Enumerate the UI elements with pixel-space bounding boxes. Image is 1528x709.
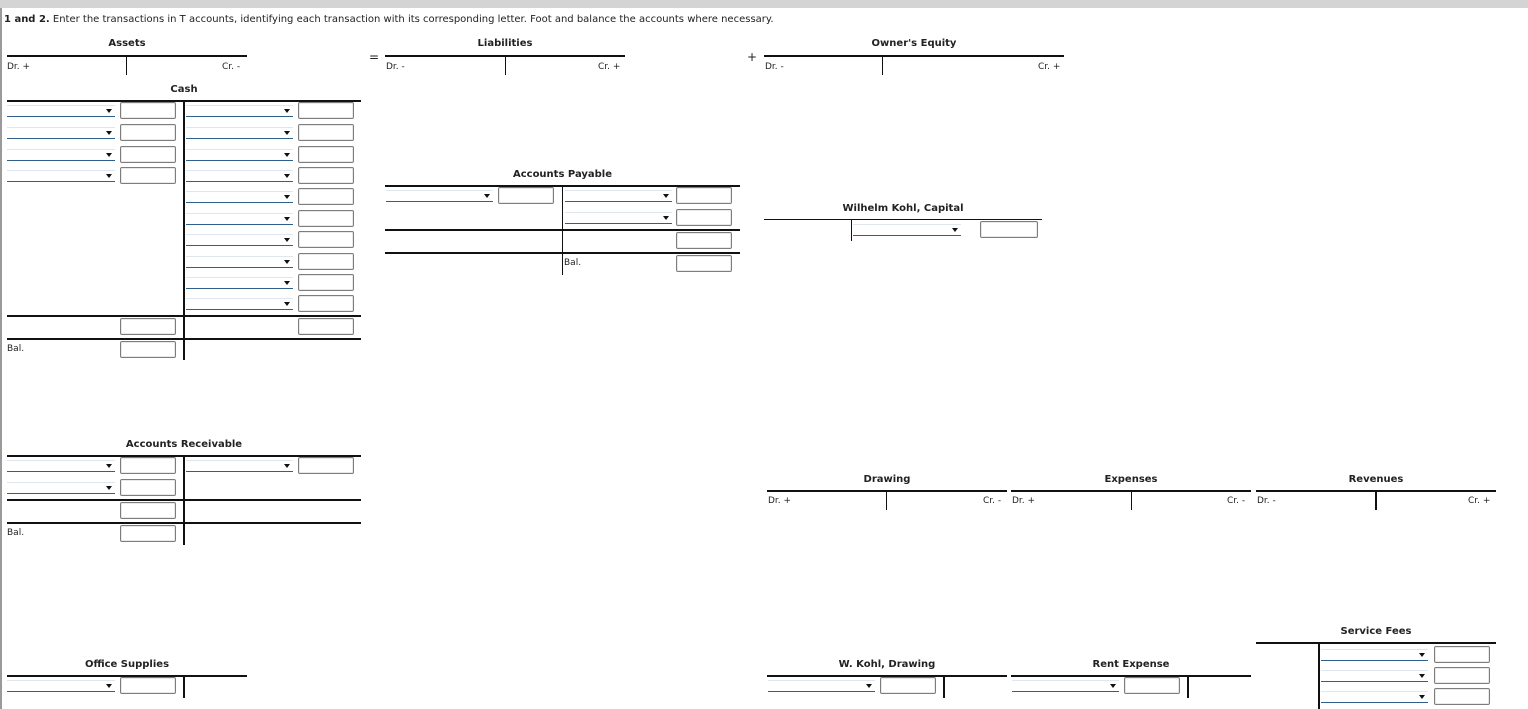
owners-equity-heading: Owner's Equity	[871, 38, 957, 49]
revenues-divider	[1375, 492, 1377, 510]
accounts-payable-credit-total-input[interactable]	[676, 232, 732, 249]
chevron-down-icon	[284, 174, 290, 178]
cash-credit-amount-input[interactable]	[298, 210, 354, 227]
drawing-divider	[886, 492, 887, 510]
accounts-receivable-debit-letter-select[interactable]	[7, 460, 115, 472]
owners-equity-rule	[764, 55, 1064, 57]
equals-sign: =	[369, 50, 380, 64]
cash-footing-rule	[7, 315, 361, 317]
rent-expense-debit-amount-input[interactable]	[1124, 677, 1180, 694]
owners-equity-dr-label: Dr. -	[765, 62, 784, 72]
accounts-payable-debit-amount-input[interactable]	[498, 187, 554, 204]
cash-credit-letter-select[interactable]	[186, 149, 293, 161]
assets-rule	[7, 55, 247, 57]
revenues-dr-label: Dr. -	[1257, 496, 1276, 506]
cash-debit-letter-select[interactable]	[7, 149, 115, 161]
w-drawing-debit-amount-input[interactable]	[880, 677, 936, 694]
chevron-down-icon	[106, 153, 112, 157]
accounts-payable-credit-letter-select[interactable]	[565, 190, 672, 202]
chevron-down-icon	[284, 302, 290, 306]
cash-debit-amount-input[interactable]	[120, 167, 176, 184]
chevron-down-icon	[284, 153, 290, 157]
liabilities-divider	[505, 57, 506, 75]
instructions	[4, 14, 774, 25]
cash-credit-amount-input[interactable]	[298, 167, 354, 184]
cash-debit-total-input[interactable]	[120, 318, 176, 335]
cash-title: Cash	[170, 84, 198, 95]
service-fees-credit-letter-select[interactable]	[1321, 649, 1428, 661]
accounts-payable-credit-amount-input[interactable]	[676, 209, 732, 226]
cash-credit-letter-select[interactable]	[186, 191, 293, 203]
chevron-down-icon	[952, 228, 958, 232]
cash-credit-total-input[interactable]	[298, 318, 354, 335]
capital-title: Wilhelm Kohl, Capital	[842, 203, 964, 214]
drawing-dr-label: Dr. +	[768, 496, 792, 506]
assets-heading: Assets	[108, 38, 146, 49]
accounts-payable-credit-amount-input[interactable]	[676, 187, 732, 204]
cash-debit-letter-select[interactable]	[7, 105, 115, 117]
chevron-down-icon	[106, 684, 112, 688]
cash-credit-amount-input[interactable]	[298, 295, 354, 312]
expenses-heading: Expenses	[1104, 474, 1158, 485]
cash-credit-letter-select[interactable]	[186, 170, 293, 182]
capital-top-rule	[764, 219, 1042, 220]
drawing-rule	[767, 490, 1007, 492]
cash-credit-letter-select[interactable]	[186, 213, 293, 225]
expenses-divider	[1131, 492, 1132, 510]
accounts-receivable-debit-letter-select[interactable]	[7, 482, 115, 494]
chevron-down-icon	[284, 131, 290, 135]
capital-credit-amount-input[interactable]	[980, 221, 1038, 238]
cash-credit-amount-input[interactable]	[298, 253, 354, 270]
chevron-down-icon	[663, 216, 669, 220]
accounts-receivable-debit-amount-input[interactable]	[120, 479, 176, 496]
cash-balance-input[interactable]	[120, 341, 176, 358]
chevron-down-icon	[284, 238, 290, 242]
cash-credit-amount-input[interactable]	[298, 231, 354, 248]
cash-debit-amount-input[interactable]	[120, 102, 176, 119]
rent-expense-divider	[1187, 677, 1189, 698]
drawing-heading: Drawing	[863, 474, 911, 485]
cash-credit-amount-input[interactable]	[298, 188, 354, 205]
chevron-down-icon	[284, 195, 290, 199]
service-fees-title: Service Fees	[1340, 626, 1412, 637]
service-fees-top-rule	[1256, 642, 1496, 644]
accounts-receivable-title: Accounts Receivable	[125, 439, 243, 450]
expenses-dr-label: Dr. +	[1012, 496, 1036, 506]
chevron-down-icon	[106, 464, 112, 468]
accounts-receivable-footing-rule	[7, 499, 361, 501]
plus-sign: +	[747, 50, 758, 64]
chevron-down-icon	[663, 194, 669, 198]
accounts-payable-footing-rule	[385, 229, 740, 231]
w-drawing-title: W. Kohl, Drawing	[838, 659, 936, 670]
cash-credit-letter-select[interactable]	[186, 256, 293, 268]
accounts-receivable-credit-amount-input[interactable]	[298, 457, 354, 474]
left-border	[0, 8, 2, 709]
accounts-receivable-debit-total-input[interactable]	[120, 502, 176, 519]
chevron-down-icon	[866, 684, 872, 688]
accounts-payable-divider	[562, 187, 563, 275]
drawing-cr-label: Cr. -	[983, 496, 1002, 506]
chevron-down-icon	[106, 486, 112, 490]
chevron-down-icon	[284, 464, 290, 468]
office-supplies-debit-amount-input[interactable]	[120, 677, 176, 694]
service-fees-credit-amount-input[interactable]	[1434, 688, 1490, 705]
office-supplies-debit-letter-select[interactable]	[7, 680, 115, 692]
cash-credit-letter-select[interactable]	[186, 105, 293, 117]
w-drawing-divider	[943, 677, 945, 698]
chevron-down-icon	[1419, 674, 1425, 678]
cash-credit-amount-input[interactable]	[298, 124, 354, 141]
accounts-receivable-debit-amount-input[interactable]	[120, 457, 176, 474]
chevron-down-icon	[484, 194, 490, 198]
liabilities-heading: Liabilities	[477, 38, 533, 49]
cash-debit-amount-input[interactable]	[120, 146, 176, 163]
office-supplies-divider	[183, 677, 185, 698]
cash-credit-letter-select[interactable]	[186, 127, 293, 139]
accounts-payable-debit-letter-select[interactable]	[386, 190, 493, 202]
office-supplies-title: Office Supplies	[84, 659, 170, 670]
revenues-cr-label: Cr. +	[1468, 496, 1491, 506]
cash-credit-amount-input[interactable]	[298, 146, 354, 163]
cash-bal-label: Bal.	[7, 344, 25, 354]
cash-divider	[183, 102, 185, 360]
service-fees-credit-letter-select[interactable]	[1321, 691, 1428, 703]
accounts-receivable-balance-input[interactable]	[120, 525, 176, 542]
liabilities-dr-label: Dr. -	[386, 62, 405, 72]
chevron-down-icon	[1419, 653, 1425, 657]
owners-equity-divider	[882, 57, 883, 75]
revenues-heading: Revenues	[1348, 474, 1404, 485]
rent-expense-debit-letter-select[interactable]	[1012, 680, 1119, 692]
cash-debit-amount-input[interactable]	[120, 124, 176, 141]
expenses-cr-label: Cr. -	[1227, 496, 1246, 506]
chevron-down-icon	[1419, 695, 1425, 699]
chevron-down-icon	[106, 174, 112, 178]
accounts-payable-credit-letter-select[interactable]	[565, 212, 672, 224]
capital-divider	[851, 220, 852, 241]
accounts-payable-title: Accounts Payable	[512, 169, 613, 180]
service-fees-credit-letter-select[interactable]	[1321, 670, 1428, 682]
accounts-receivable-divider	[183, 457, 185, 545]
w-drawing-debit-letter-select[interactable]	[768, 680, 875, 692]
top-bar	[0, 0, 1528, 8]
cash-credit-letter-select[interactable]	[186, 298, 293, 310]
assets-cr-label: Cr. -	[222, 62, 241, 72]
chevron-down-icon	[284, 109, 290, 113]
owners-equity-cr-label: Cr. +	[1038, 62, 1061, 72]
accounts-payable-balance-rule	[385, 252, 740, 254]
service-fees-divider	[1318, 644, 1320, 709]
cash-credit-amount-input[interactable]	[298, 274, 354, 291]
accounts-receivable-balance-rule	[7, 522, 361, 524]
accounts-receivable-credit-letter-select[interactable]	[186, 460, 293, 472]
accounts-payable-balance-input[interactable]	[676, 255, 732, 272]
cash-credit-letter-select[interactable]	[186, 277, 293, 289]
chevron-down-icon	[284, 281, 290, 285]
accounts-receivable-bal-label: Bal.	[7, 528, 25, 538]
chevron-down-icon	[284, 217, 290, 221]
cash-credit-letter-select[interactable]	[186, 234, 293, 246]
capital-credit-letter-select[interactable]	[853, 224, 961, 236]
accounts-payable-bal-label: Bal.	[564, 258, 582, 268]
cash-debit-letter-select[interactable]	[7, 127, 115, 139]
assets-divider	[126, 57, 127, 75]
chevron-down-icon	[106, 131, 112, 135]
chevron-down-icon	[284, 260, 290, 264]
instructions-text: Enter the transactions in T accounts, identifying each transaction with its corresponding letter. Foot and balance the accounts where necessary.	[52, 14, 774, 25]
service-fees-credit-amount-input[interactable]	[1434, 646, 1490, 663]
instructions-lead: 1 and 2.	[4, 14, 50, 25]
liabilities-cr-label: Cr. +	[598, 62, 621, 72]
assets-dr-label: Dr. +	[7, 62, 31, 72]
service-fees-credit-amount-input[interactable]	[1434, 667, 1490, 684]
cash-debit-letter-select[interactable]	[7, 170, 115, 182]
cash-balance-rule	[7, 338, 361, 340]
chevron-down-icon	[106, 109, 112, 113]
cash-credit-amount-input[interactable]	[298, 102, 354, 119]
chevron-down-icon	[1110, 684, 1116, 688]
rent-expense-title: Rent Expense	[1092, 659, 1170, 670]
